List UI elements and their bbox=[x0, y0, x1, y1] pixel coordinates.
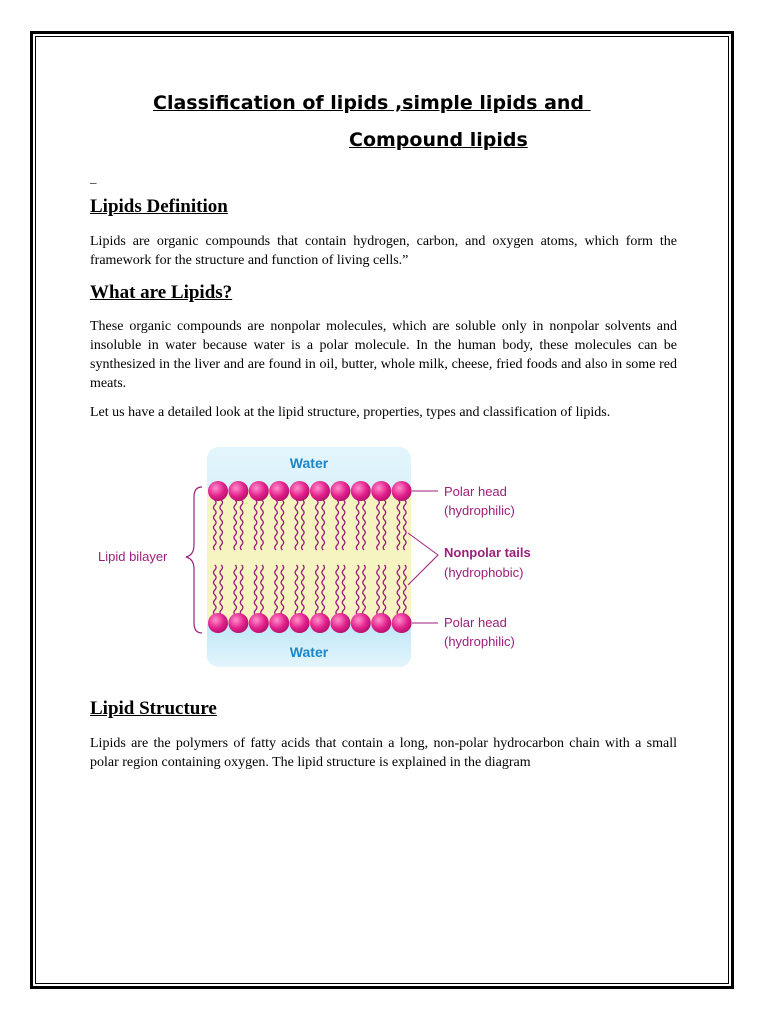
paragraph-lipid-structure: Lipids are the polymers of fatty acids that contain a long, non-polar hydrocarbon chain with a small polar region containing oxygen. The lipid structure is explained in the diagram bbox=[90, 736, 677, 770]
paragraph-detailed-look: Let us have a detailed look at the lipid structure, properties, types and classification of lipids. bbox=[90, 405, 611, 420]
phospholipid-head-upper-7 bbox=[351, 481, 371, 501]
phospholipid-head-upper-4 bbox=[290, 481, 310, 501]
water-label-bottom: Water bbox=[289, 644, 329, 660]
phospholipid-head-upper-2 bbox=[249, 481, 269, 501]
lipid-bilayer-label: Lipid bilayer bbox=[98, 549, 168, 564]
phospholipid-head-lower-3 bbox=[269, 613, 289, 633]
polar-head-bottom-sublabel: (hydrophilic) bbox=[444, 634, 515, 649]
phospholipid-head-lower-8 bbox=[371, 613, 391, 633]
nonpolar-tails-label: Nonpolar tails bbox=[444, 545, 531, 560]
phospholipid-head-lower-5 bbox=[310, 613, 330, 633]
water-label-top: Water bbox=[289, 455, 329, 471]
phospholipid-head-upper-8 bbox=[371, 481, 391, 501]
document-title-line-1: Classification of lipids ,simple lipids and bbox=[153, 92, 591, 114]
phospholipid-head-lower-6 bbox=[330, 613, 350, 633]
phospholipid-head-upper-1 bbox=[228, 481, 248, 501]
phospholipid-head-upper-5 bbox=[310, 481, 330, 501]
phospholipid-head-lower-1 bbox=[228, 613, 248, 633]
phospholipid-head-lower-9 bbox=[392, 613, 412, 633]
paragraph-what-are-lipids: These organic compounds are nonpolar molecules, which are soluble only in nonpolar solvents and insoluble in water because water is a polar molecule. In the human body, these molecules can be synthesized in the liver and are found in oil, butter, whole milk, cheese, fried foods and also in some red meats. bbox=[90, 319, 677, 391]
phospholipid-head-upper-9 bbox=[392, 481, 412, 501]
separator-mark: _ bbox=[90, 170, 97, 185]
phospholipid-head-upper-6 bbox=[330, 481, 350, 501]
phospholipid-head-lower-7 bbox=[351, 613, 371, 633]
pointer-nonpolar-tails bbox=[408, 533, 438, 585]
heading-what-are-lipids: What are Lipids? bbox=[90, 282, 233, 303]
phospholipid-head-lower-0 bbox=[208, 613, 228, 633]
bilayer-brace bbox=[186, 487, 202, 633]
phospholipid-head-upper-3 bbox=[269, 481, 289, 501]
phospholipid-head-upper-0 bbox=[208, 481, 228, 501]
phospholipid-head-lower-4 bbox=[290, 613, 310, 633]
nonpolar-tails-sublabel: (hydrophobic) bbox=[444, 565, 524, 580]
polar-head-bottom-label: Polar head bbox=[444, 615, 507, 630]
paragraph-lipids-definition: Lipids are organic compounds that contain hydrogen, carbon, and oxygen atoms, which form the framework for the structure and function of living cells.” bbox=[90, 234, 677, 268]
lipid-bilayer-diagram bbox=[90, 445, 560, 670]
phospholipid-head-lower-2 bbox=[249, 613, 269, 633]
hydrophobic-core bbox=[207, 490, 411, 624]
heading-lipid-structure: Lipid Structure bbox=[90, 698, 217, 719]
polar-head-top-sublabel: (hydrophilic) bbox=[444, 503, 515, 518]
polar-head-top-label: Polar head bbox=[444, 484, 507, 499]
document-title-line-2: Compound lipids bbox=[349, 129, 528, 151]
heading-lipids-definition: Lipids Definition bbox=[90, 196, 228, 217]
